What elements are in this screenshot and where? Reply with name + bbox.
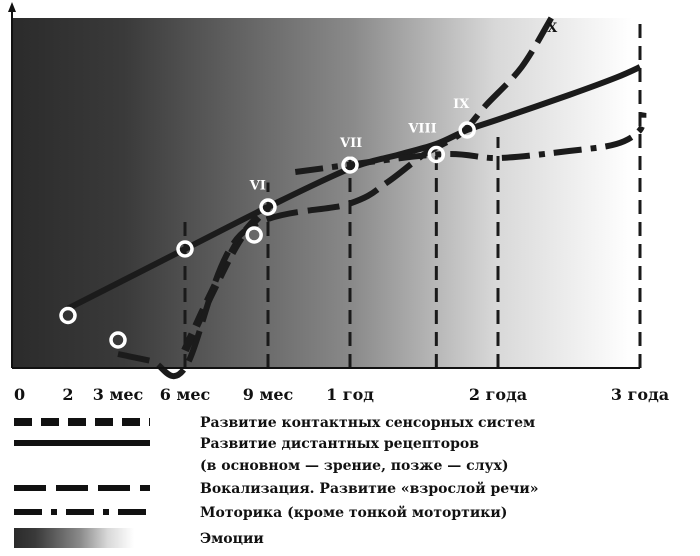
x-tick-label: 6 мес	[159, 385, 211, 404]
legend-label-distant-receptors-line1: Развитие дистантных рецепторов	[200, 436, 479, 452]
legend-label-contact-sensory: Развитие контактных сенсорных систем	[200, 415, 536, 431]
legend-item-motor	[14, 504, 507, 521]
milestone-label: VIII	[408, 121, 437, 137]
legend-swatch-emotions	[14, 528, 134, 548]
legend-label-emotions: Эмоции	[200, 531, 264, 547]
milestone-label: IX	[453, 97, 470, 112]
x-tick-label: 0	[14, 385, 26, 404]
y-axis-arrow	[8, 2, 16, 12]
legend-item-emotions	[14, 528, 264, 548]
x-tick-label: 2	[62, 385, 74, 404]
x-axis	[12, 368, 669, 404]
milestone-label: VII	[340, 136, 363, 151]
legend-label-vocalization: Вокализация. Развитие «взрослой речи»	[200, 481, 539, 497]
x-tick-label: 1 год	[326, 385, 374, 404]
legend-item-distant-receptors	[14, 436, 508, 474]
emotions-background	[12, 18, 632, 368]
legend	[14, 415, 539, 548]
legend-label-motor: Моторика (кроме тонкой мотортики)	[200, 505, 508, 521]
x-tick-label: 3 года	[610, 385, 670, 404]
x-tick-label: 3 мес	[92, 385, 144, 404]
milestone-label: VI	[249, 178, 266, 194]
legend-item-contact-sensory	[14, 415, 535, 431]
x-tick-label: 9 мес	[242, 385, 294, 404]
x-tick-label: 2 года	[468, 385, 528, 404]
legend-label-distant-receptors-line2: (в основном — зрение, позже — слух)	[200, 458, 509, 474]
milestone-label: X	[547, 21, 558, 36]
legend-item-vocalization	[14, 480, 539, 497]
